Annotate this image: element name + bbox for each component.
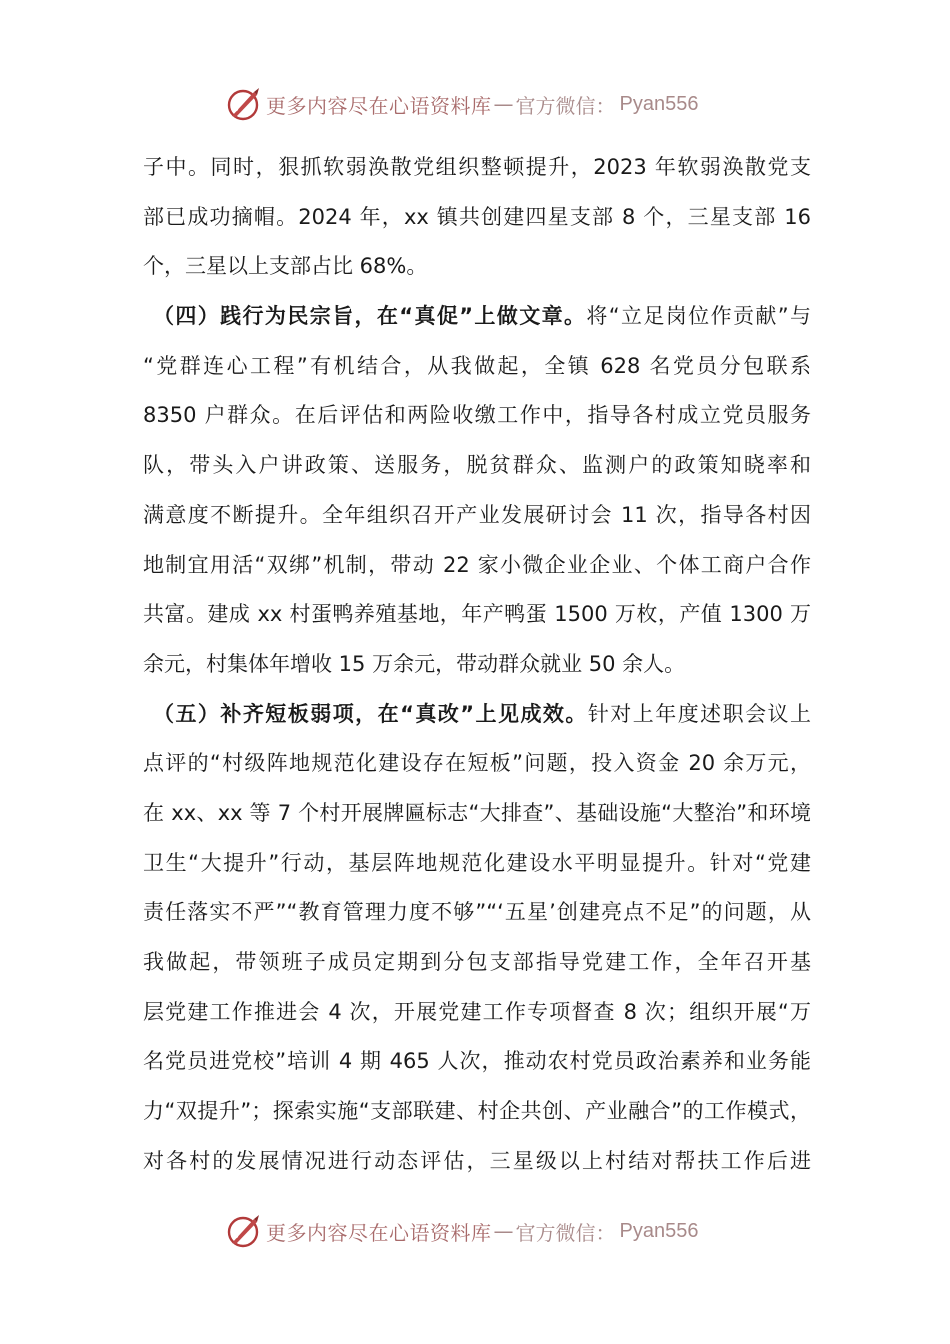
text-line: 对各村的发展情况进行动态评估，三星级以上村结对帮扶工作后进: [143, 1148, 811, 1173]
text-line: 部已成功摘帽。2024 年，xx 镇共创建四星支部 8 个，三星支部 16: [143, 204, 811, 229]
watermark-separator: —: [493, 1219, 514, 1243]
section-heading-5: （五）补齐短板弱项，在“真改”上见成效。: [153, 701, 588, 726]
text-line: 点评的“村级阵地规范化建设存在短板”问题，投入资金 20 余万元，: [143, 751, 811, 776]
text-line: 子中。同时，狠抓软弱涣散党组织整顿提升，2023 年软弱涣散党支: [143, 155, 811, 179]
watermark-footer: [226, 1211, 698, 1251]
watermark-header: [226, 84, 698, 124]
text-line: 力“双提升”；探索实施“支部联建、村企共创、产业融合”的工作模式，: [143, 1099, 811, 1124]
watermark-separator: —: [493, 92, 514, 116]
watermark-contact-label: 官方微信：: [515, 93, 616, 118]
text-line: 余元，村集体年增收 15 万余元，带动群众就业 50 余人。: [143, 651, 686, 676]
watermark-contact-id: Pyan556: [619, 92, 699, 115]
section-heading-4: （四）践行为民宗旨，在“真促”上做文章。: [153, 304, 587, 329]
text-line: 地制宜用活“双绑”机制，带动 22 家小微企业企业、个体工商户合作: [143, 552, 811, 577]
watermark-title: 更多内容尽在心语资料库: [266, 1220, 492, 1245]
text-line: 卫生“大提升”行动，基层阵地规范化建设水平明显提升。针对“党建: [143, 850, 811, 875]
watermark-title: 更多内容尽在心语资料库: [266, 93, 492, 118]
quill-pen-logo-icon: [226, 1213, 262, 1249]
watermark-contact-id: Pyan556: [619, 1219, 699, 1242]
text-line: 层党建工作推进会 4 次，开展党建工作专项督查 8 次；组织开展“万: [143, 999, 811, 1024]
quill-pen-logo-icon: [226, 86, 262, 122]
text-line: 个，三星以上支部占比 68%。: [143, 254, 428, 279]
watermark-contact-label: 官方微信：: [515, 1220, 616, 1245]
text-line: 满意度不断提升。全年组织召开产业发展研讨会 11 次，指导各村因: [143, 502, 811, 527]
text-line: 我做起，带领班子成员定期到分包支部指导党建工作，全年召开基: [143, 950, 811, 974]
text-line: 共富。建成 xx 村蛋鸭养殖基地，年产鸭蛋 1500 万枚，产值 1300 万: [143, 602, 811, 627]
text-line: 8350 户群众。在后评估和两险收缴工作中，指导各村成立党员服务: [143, 403, 811, 428]
text-line: “党群连心工程”有机结合，从我做起，全镇 628 名党员分包联系: [143, 353, 811, 378]
document-body: [143, 143, 811, 1186]
text-line: 在 xx、xx 等 7 个村开展牌匾标志“大排查”、基础设施“大整治”和环境: [143, 800, 811, 825]
text-line: 名党员进党校”培训 4 期 465 人次，推动农村党员政治素养和业务能: [143, 1049, 811, 1074]
section-heading-line: （五）补齐短板弱项，在“真改”上见成效。针对上年度述职会议上: [153, 701, 811, 726]
section-heading-line: （四）践行为民宗旨，在“真促”上做文章。将“立足岗位作贡献”与: [153, 304, 811, 329]
text-line: 队，带头入户讲政策、送服务，脱贫群众、监测户的政策知晓率和: [143, 453, 811, 478]
text-line: 责任落实不严”“教育管理力度不够”“‘五星’创建亮点不足”的问题，从: [143, 900, 811, 925]
